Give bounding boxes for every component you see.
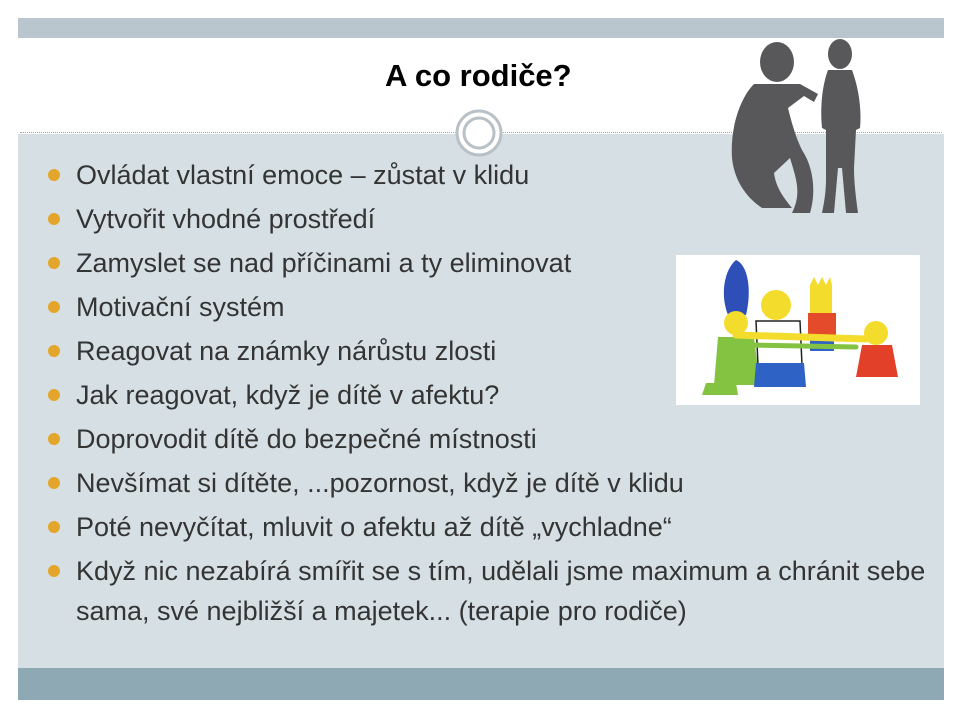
circle-ornament-icon — [454, 108, 504, 158]
list-item: Motivační systém — [48, 285, 938, 329]
list-item: Zamyslet se nad příčinami a ty eliminovat — [48, 241, 938, 285]
list-item: Doprovodit dítě do bezpečné místnosti — [48, 417, 938, 461]
bullet-list — [48, 153, 938, 631]
bullet-icon — [48, 301, 60, 313]
bullet-icon — [48, 257, 60, 269]
bullet-icon — [48, 477, 60, 489]
bullet-icon — [48, 169, 60, 181]
bullet-icon — [48, 433, 60, 445]
list-item: Jak reagovat, když je dítě v afektu? — [48, 373, 938, 417]
list-item: Když nic nezabírá smířit se s tím, udělali jsme maximum a chránit sebe sama, své nejbližší a majetek... (terapie pro rodiče) — [48, 549, 938, 631]
list-item: Poté nevyčítat, mluvit o afektu až dítě „vychladne“ — [48, 505, 938, 549]
bullet-icon — [48, 213, 60, 225]
bottom-band — [18, 668, 944, 700]
list-item: Nevšímat si dítěte, ...pozornost, když je dítě v klidu — [48, 461, 938, 505]
list-item: Vytvořit vhodné prostředí — [48, 197, 938, 241]
bullet-icon — [48, 345, 60, 357]
slide-title: A co rodiče? — [385, 58, 572, 93]
bullet-icon — [48, 565, 60, 577]
list-item: Ovládat vlastní emoce – zůstat v klidu — [48, 153, 938, 197]
list-item: Reagovat na známky nárůstu zlosti — [48, 329, 938, 373]
bullet-icon — [48, 389, 60, 401]
bullet-icon — [48, 521, 60, 533]
